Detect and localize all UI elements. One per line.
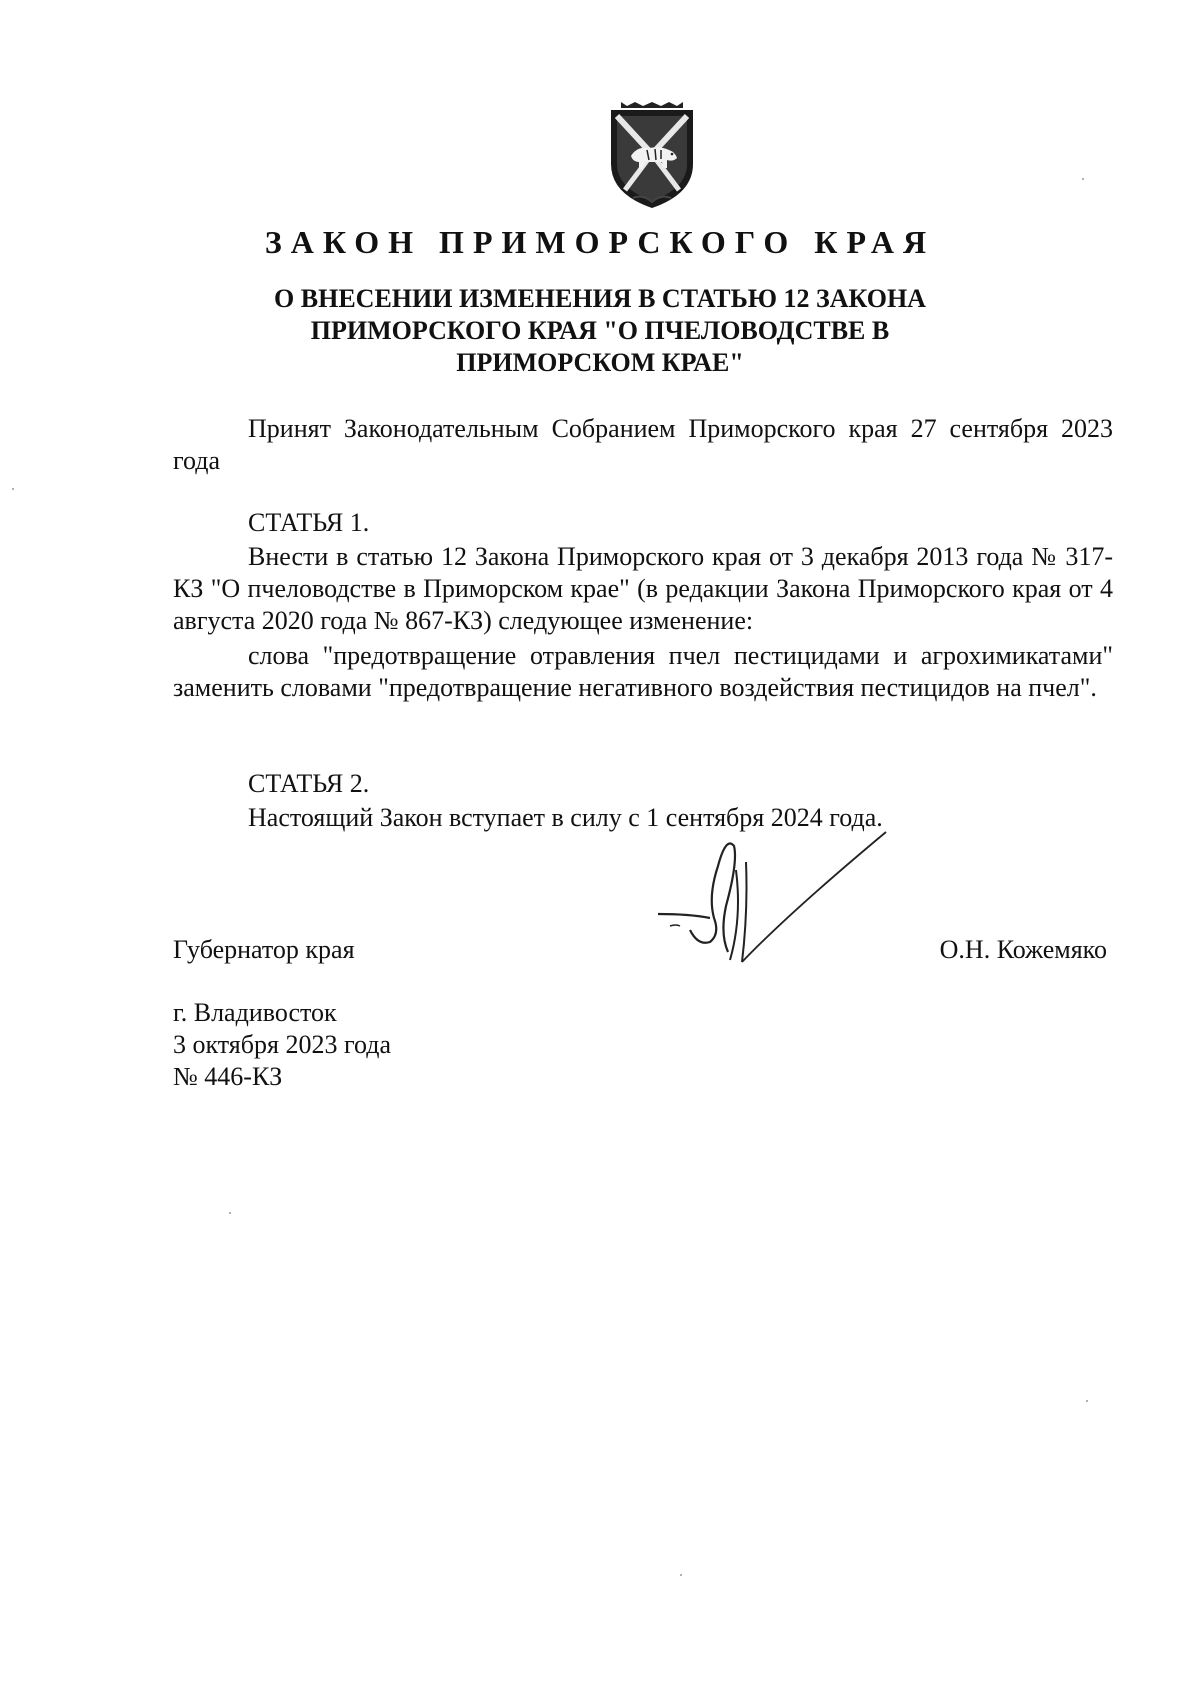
article-1-title: СТАТЬЯ 1. [248, 508, 370, 537]
scan-speck [12, 488, 14, 490]
law-title: ЗАКОН ПРИМОРСКОГО КРАЯ [264, 224, 936, 260]
handwritten-signature-icon [650, 822, 900, 982]
coat-of-arms-icon [603, 102, 701, 210]
scan-speck [680, 1574, 682, 1576]
article-2-paragraph-1: Настоящий Закон вступает в силу с 1 сентября 2024 года. [248, 803, 883, 832]
footer-date: 3 октября 2023 года [173, 1030, 391, 1059]
document-footer [173, 997, 391, 1093]
article-1-paragraph-1: Внести в статью 12 Закона Приморского края от 3 декабря 2013 года № 317-КЗ "О пчеловодстве в Приморском крае" (в редакции Закона Приморского края от 4 августа 2020 года № 867-КЗ) следующее изменение: [173, 542, 1113, 635]
article-1-paragraph-2: слова "предотвращение отравления пчел пестицидами и агрохимикатами" заменить словами "предотвращение негативного воздействия пестицидов на пчел". [173, 641, 1113, 702]
scan-speck [229, 1212, 231, 1214]
scan-speck [1082, 178, 1084, 180]
signatory-position: Губернатор края [173, 935, 355, 964]
signatory-name: О.Н. Кожемяко [939, 935, 1107, 964]
adoption-statement: Принят Законодательным Собранием Приморского края 27 сентября 2023 года [173, 414, 1113, 475]
footer-city: г. Владивосток [173, 998, 337, 1027]
footer-number: № 446-КЗ [173, 1062, 283, 1091]
law-subtitle: О ВНЕСЕНИИ ИЗМЕНЕНИЯ В СТАТЬЮ 12 ЗАКОНА ПРИМОРСКОГО КРАЯ "О ПЧЕЛОВОДСТВЕ В ПРИМОРСКОМ КРАЕ" [274, 284, 926, 377]
scan-speck [1086, 1400, 1088, 1402]
article-2-title: СТАТЬЯ 2. [248, 769, 370, 798]
